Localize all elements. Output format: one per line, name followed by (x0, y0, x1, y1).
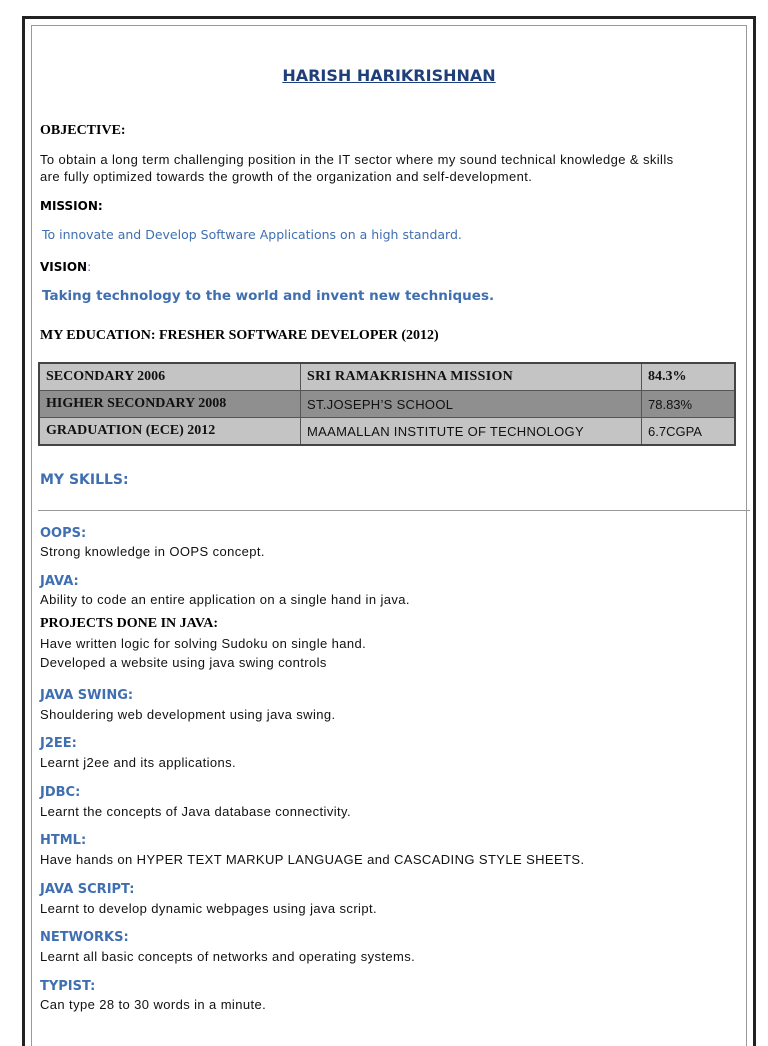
education-level: SECONDARY 2006 (39, 363, 301, 391)
education-level: GRADUATION (ECE) 2012 (39, 418, 301, 446)
skill-title-networks: NETWORKS: (40, 930, 129, 945)
skills-heading: MY SKILLS: (40, 472, 129, 488)
mission-text: To innovate and Develop Software Applications on a high standard. (42, 227, 462, 242)
project-line-1: Have written logic for solving Sudoku on single hand. (40, 636, 367, 651)
section-divider (38, 510, 750, 511)
objective-line-2: are fully optimized towards the growth of the organization and self-development. (40, 169, 533, 184)
education-score: 6.7CGPA (642, 418, 736, 446)
skill-title-java: JAVA: (40, 574, 79, 589)
vision-heading: VISION (40, 260, 88, 274)
resume-inner-border (31, 25, 747, 1046)
mission-heading: MISSION: (40, 199, 103, 213)
skill-title-j2ee: J2EE: (40, 736, 77, 751)
table-row (39, 391, 735, 418)
skill-desc-typist: Can type 28 to 30 words in a minute. (40, 997, 267, 1012)
education-level: HIGHER SECONDARY 2008 (39, 391, 301, 418)
table-row (39, 363, 735, 391)
education-institution: SRI RAMAKRISHNA MISSION (301, 363, 642, 391)
projects-heading: PROJECTS DONE IN JAVA: (40, 616, 219, 631)
vision-heading-wrap (40, 258, 91, 276)
candidate-name: HARISH HARIKRISHNAN (282, 66, 496, 85)
education-institution: ST.JOSEPH’S SCHOOL (301, 391, 642, 418)
table-row (39, 418, 735, 446)
skill-desc-java-script: Learnt to develop dynamic webpages using java script. (40, 901, 377, 916)
vision-text: Taking technology to the world and invent new techniques. (42, 288, 495, 304)
education-institution: MAAMALLAN INSTITUTE OF TECHNOLOGY (301, 418, 642, 446)
skill-title-java-swing: JAVA SWING: (40, 688, 134, 703)
skill-desc-oops: Strong knowledge in OOPS concept. (40, 544, 265, 559)
education-score: 78.83% (642, 391, 736, 418)
skill-title-typist: TYPIST: (40, 979, 96, 994)
education-table (38, 362, 736, 446)
project-line-2: Developed a website using java swing controls (40, 655, 327, 670)
skill-title-oops: OOPS: (40, 526, 87, 541)
vision-colon: : (87, 260, 92, 274)
objective-heading: OBJECTIVE: (40, 123, 126, 138)
skill-desc-j2ee: Learnt j2ee and its applications. (40, 755, 237, 770)
skill-desc-html: Have hands on HYPER TEXT MARKUP LANGUAGE and CASCADING STYLE SHEETS. (40, 852, 585, 867)
skill-title-java-script: JAVA SCRIPT: (40, 882, 135, 897)
skill-desc-jdbc: Learnt the concepts of Java database connectivity. (40, 804, 351, 819)
skill-title-jdbc: JDBC: (40, 785, 81, 800)
resume-page (22, 16, 756, 1046)
education-score: 84.3% (642, 363, 736, 391)
skill-title-html: HTML: (40, 833, 87, 848)
skill-desc-java-swing: Shouldering web development using java swing. (40, 707, 336, 722)
skill-desc-java: Ability to code an entire application on a single hand in java. (40, 592, 410, 607)
objective-line-1: To obtain a long term challenging position in the IT sector where my sound technical knowledge & skills (40, 152, 674, 167)
skill-desc-networks: Learnt all basic concepts of networks and operating systems. (40, 949, 416, 964)
education-heading: MY EDUCATION: FRESHER SOFTWARE DEVELOPER (2012) (40, 328, 439, 343)
